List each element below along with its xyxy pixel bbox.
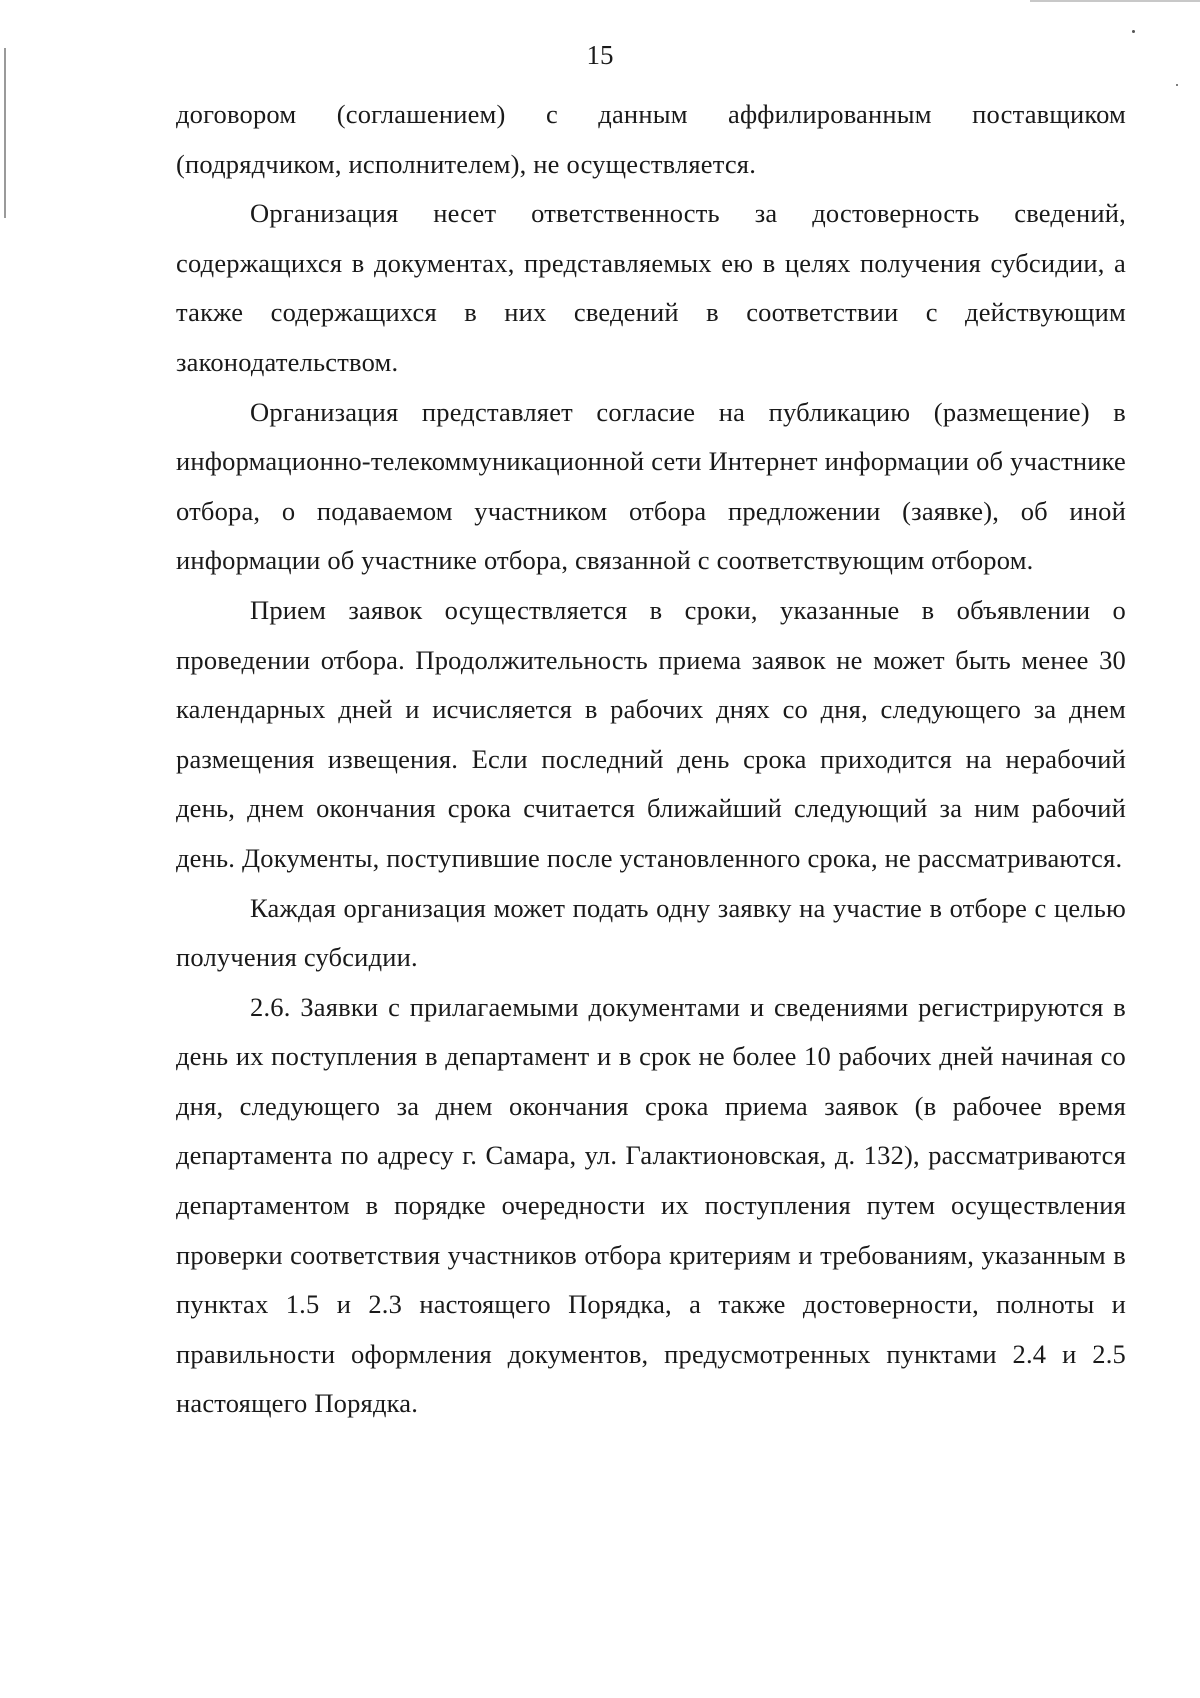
scan-edge-line: [4, 48, 6, 218]
paragraph: Каждая организация может подать одну заявку на участие в отборе с целью получения субсидии.: [176, 892, 1126, 973]
document-body: [176, 90, 1126, 1429]
paragraph: Прием заявок осуществляется в сроки, указанные в объявлении о проведении отбора. Продолжительность приема заявок не может быть менее 30 календарных дней и исчисляется в рабочих днях со дня, следующего за днем размещения извещения. Если последний день срока приходится на нерабочий день, днем окончания срока считается ближайший следующий за ним рабочий день. Документы, поступившие после установленного срока, не рассматриваются.: [176, 594, 1126, 873]
paragraph: Организация несет ответственность за достоверность сведений, содержащихся в документах, представляемых ею в целях получения субсидии, а также содержащихся в них сведений в соответствии с действующим законодательством.: [176, 198, 1126, 377]
scan-edge-line: [1030, 0, 1200, 2]
page-number: 15: [586, 40, 614, 70]
paragraph: договором (соглашением) с данным аффилированным поставщиком (подрядчиком, исполнителем), не осуществляется.: [176, 99, 1126, 179]
paragraph: 2.6. Заявки с прилагаемыми документами и сведениями регистрируются в день их поступления в департамент и в срок не более 10 рабочих дней начиная со дня, следующего за днем окончания срока приема заявок (в рабочее время департамента по адресу г. Самара, ул. Галактионовская, д. 132), рассматриваются департаментом в порядке очередности их поступления путем осуществления проверки соответствия участников отбора критериям и требованиям, указанным в пунктах 1.5 и 2.3 настоящего Порядка, а также достоверности, полноты и правильности оформления документов, предусмотренных пунктами 2.4 и 2.5 настоящего Порядка.: [176, 991, 1126, 1419]
scan-speck: [1132, 30, 1135, 33]
scan-speck: [1176, 84, 1178, 86]
paragraph: Организация представляет согласие на публикацию (размещение) в информационно-телекоммуникационной сети Интернет информации об участнике отбора, о подаваемом участником отбора предложении (заявке), об иной информации об участнике отбора, связанной с соответствующим отбором.: [176, 396, 1126, 576]
